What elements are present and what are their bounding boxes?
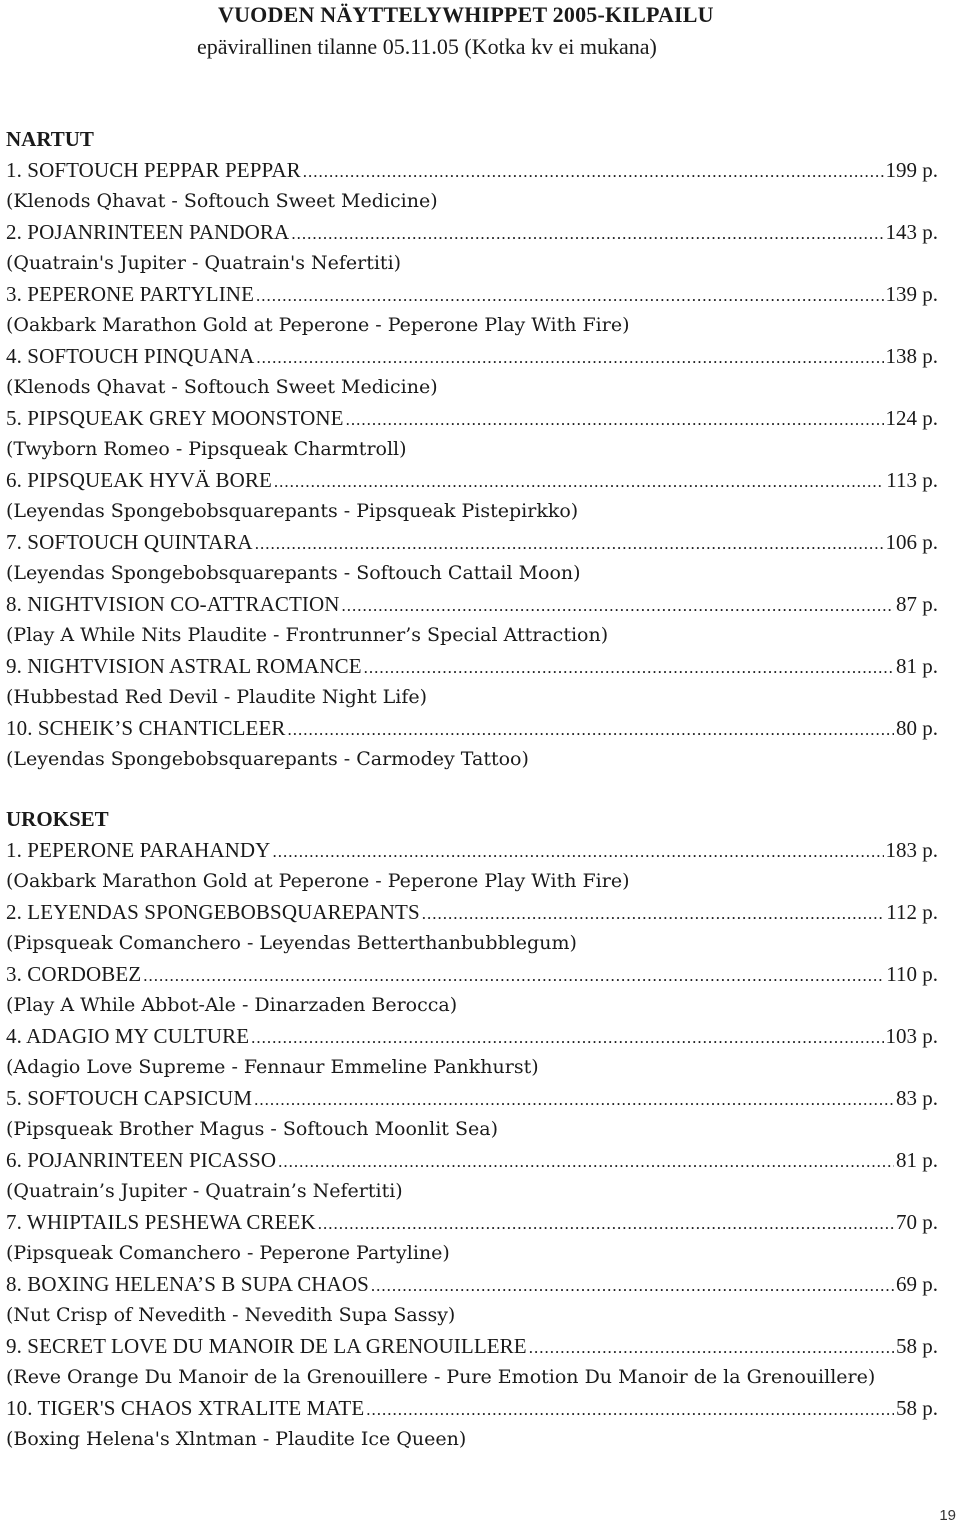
dog-name: 7. SOFTOUCH QUINTARA — [6, 530, 253, 554]
parentage-line: (Pipsqueak Comanchero - Leyendas Betterthanbubblegum) — [6, 932, 577, 954]
parentage-line: (Adagio Love Supreme - Fennaur Emmeline Pankhurst) — [6, 1056, 539, 1078]
ranking-entry — [6, 1207, 938, 1238]
parentage-line: (Quatrain's Jupiter - Quatrain's Nefertiti) — [6, 252, 402, 274]
points-value: 80 p. — [896, 716, 938, 740]
parentage-line: (Pipsqueak Comanchero - Peperone Partyline) — [6, 1242, 450, 1264]
ranking-entry — [6, 155, 938, 186]
parentage-line: (Pipsqueak Brother Magus - Softouch Moonlit Sea) — [6, 1118, 498, 1140]
points-value: 87 p. — [896, 592, 938, 616]
ranking-entry — [6, 1269, 938, 1300]
ranking-entry — [6, 403, 938, 434]
dog-name: 6. POJANRINTEEN PICASSO — [6, 1148, 277, 1172]
entry-list — [6, 155, 938, 775]
entry-list — [6, 835, 938, 1455]
parentage-line: (Twyborn Romeo - Pipsqueak Charmtroll) — [6, 438, 407, 460]
dot-leader — [364, 652, 894, 683]
dot-leader — [303, 156, 884, 187]
points-value: 110 p. — [886, 962, 938, 986]
dog-name: 5. SOFTOUCH CAPSICUM — [6, 1086, 253, 1110]
dot-leader — [254, 1084, 894, 1115]
dot-leader — [422, 898, 885, 929]
dog-name: 8. BOXING HELENA’S B SUPA CHAOS — [6, 1272, 369, 1296]
section-heading: UROKSET — [6, 807, 109, 831]
page-number: 19 — [939, 1507, 956, 1524]
ranking-entry — [6, 1145, 938, 1176]
points-value: 58 p. — [896, 1334, 938, 1358]
dog-name: 5. PIPSQUEAK GREY MOONSTONE — [6, 406, 344, 430]
points-value: 113 p. — [886, 468, 938, 492]
dot-leader — [529, 1332, 894, 1363]
parentage-line: (Nut Crisp of Nevedith - Nevedith Supa Sassy) — [6, 1304, 456, 1326]
ranking-entry — [6, 589, 938, 620]
ranking-entry — [6, 651, 938, 682]
dot-leader — [278, 1146, 894, 1177]
dog-name: 9. SECRET LOVE DU MANOIR DE LA GRENOUILLERE — [6, 1334, 527, 1358]
points-value: 70 p. — [896, 1210, 938, 1234]
parentage-line: (Oakbark Marathon Gold at Peperone - Peperone Play With Fire) — [6, 314, 630, 336]
parentage-line: (Leyendas Spongebobsquarepants - Softouch Cattail Moon) — [6, 562, 581, 584]
parentage-line: (Oakbark Marathon Gold at Peperone - Peperone Play With Fire) — [6, 870, 630, 892]
ranking-entry — [6, 1021, 938, 1052]
dog-name: 10. SCHEIK’S CHANTICLEER — [6, 716, 286, 740]
parentage-line: (Leyendas Spongebobsquarepants - Carmodey Tattoo) — [6, 748, 529, 770]
parentage-line: (Boxing Helena's Xlntman - Plaudite Ice Queen) — [6, 1428, 467, 1450]
points-value: 81 p. — [896, 654, 938, 678]
parentage-line: (Hubbestad Red Devil - Plaudite Night Life) — [6, 686, 428, 708]
parentage-line: (Play A While Abbot-Ale - Dinarzaden Berocca) — [6, 994, 458, 1016]
ranking-entry — [6, 1393, 938, 1424]
section-heading: NARTUT — [6, 127, 94, 151]
dog-name: 1. SOFTOUCH PEPPAR PEPPAR — [6, 158, 301, 182]
dog-name: 9. NIGHTVISION ASTRAL ROMANCE — [6, 654, 362, 678]
ranking-entry — [6, 527, 938, 558]
points-value: 106 p. — [885, 530, 938, 554]
parentage-line: (Reve Orange Du Manoir de la Grenouillere - Pure Emotion Du Manoir de la Grenouillere) — [6, 1366, 876, 1388]
dog-name: 4. SOFTOUCH PINQUANA — [6, 344, 255, 368]
dot-leader — [342, 590, 894, 621]
section-nartut — [6, 124, 938, 775]
points-value: 69 p. — [896, 1272, 938, 1296]
dog-name: 2. POJANRINTEEN PANDORA — [6, 220, 290, 244]
points-value: 58 p. — [896, 1396, 938, 1420]
ranking-entry — [6, 1331, 938, 1362]
ranking-entry — [6, 959, 938, 990]
points-value: 103 p. — [885, 1024, 938, 1048]
points-value: 139 p. — [885, 282, 938, 306]
points-value: 183 p. — [885, 838, 938, 862]
ranking-entry — [6, 1083, 938, 1114]
parentage-line: (Play A While Nits Plaudite - Frontrunner’s Special Attraction) — [6, 624, 609, 646]
points-value: 199 p. — [885, 158, 938, 182]
dog-name: 3. PEPERONE PARTYLINE — [6, 282, 254, 306]
ranking-entry — [6, 835, 938, 866]
ranking-entry — [6, 713, 938, 744]
dog-name: 4. ADAGIO MY CULTURE — [6, 1024, 250, 1048]
dot-leader — [256, 342, 883, 373]
points-value: 124 p. — [885, 406, 938, 430]
page-title: VUODEN NÄYTTELYWHIPPET 2005-KILPAILU — [218, 2, 714, 27]
dot-leader — [143, 960, 884, 991]
points-value: 81 p. — [896, 1148, 938, 1172]
points-value: 138 p. — [885, 344, 938, 368]
dot-leader — [255, 528, 884, 559]
dog-name: 6. PIPSQUEAK HYVÄ BORE — [6, 468, 272, 492]
dot-leader — [256, 280, 884, 311]
dot-leader — [291, 218, 883, 249]
dog-name: 2. LEYENDAS SPONGEBOBSQUAREPANTS — [6, 900, 420, 924]
dot-leader — [318, 1208, 894, 1239]
dot-leader — [272, 836, 883, 867]
parentage-line: (Klenods Qhavat - Softouch Sweet Medicine) — [6, 190, 438, 212]
parentage-line: (Klenods Qhavat - Softouch Sweet Medicine) — [6, 376, 438, 398]
parentage-line: (Leyendas Spongebobsquarepants - Pipsqueak Pistepirkko) — [6, 500, 579, 522]
dog-name: 10. TIGER'S CHAOS XTRALITE MATE — [6, 1396, 365, 1420]
dog-name: 1. PEPERONE PARAHANDY — [6, 838, 271, 862]
parentage-line: (Quatrain’s Jupiter - Quatrain’s Nefertiti) — [6, 1180, 403, 1202]
dot-leader — [366, 1394, 894, 1425]
ranking-entry — [6, 217, 938, 248]
dot-leader — [287, 714, 894, 745]
ranking-entry — [6, 279, 938, 310]
dog-name: 3. CORDOBEZ — [6, 962, 142, 986]
dog-name: 8. NIGHTVISION CO-ATTRACTION — [6, 592, 340, 616]
ranking-entry — [6, 341, 938, 372]
dot-leader — [346, 404, 884, 435]
points-value: 83 p. — [896, 1086, 938, 1110]
points-value: 112 p. — [886, 900, 938, 924]
dot-leader — [371, 1270, 894, 1301]
ranking-entry — [6, 897, 938, 928]
dot-leader — [274, 466, 884, 497]
section-urokset — [6, 804, 938, 1455]
points-value: 143 p. — [885, 220, 938, 244]
dot-leader — [251, 1022, 883, 1053]
dog-name: 7. WHIPTAILS PESHEWA CREEK — [6, 1210, 316, 1234]
page-subtitle: epävirallinen tilanne 05.11.05 (Kotka kv ei mukana) — [197, 34, 657, 59]
ranking-entry — [6, 465, 938, 496]
